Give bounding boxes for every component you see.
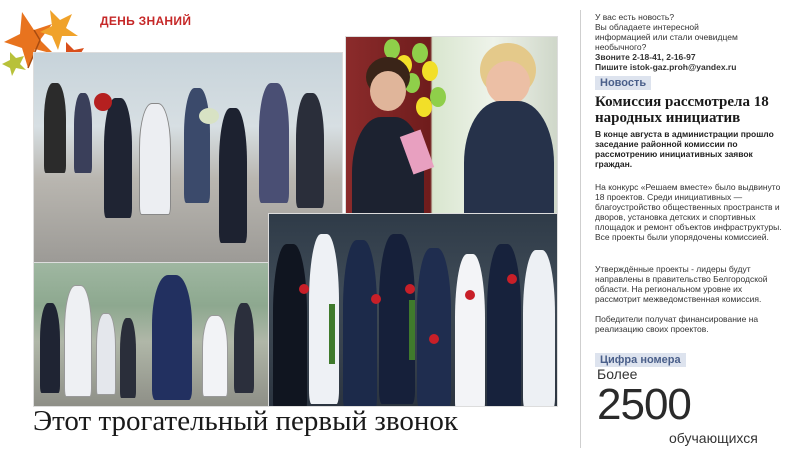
number-prefix: Более — [597, 366, 638, 382]
number-label-text: Цифра номера — [595, 353, 686, 367]
news-tip-box — [595, 12, 795, 72]
news-tip-line: информацией или стали очевидцем — [595, 32, 738, 42]
article-paragraph: На конкурс «Решаем вместе» было выдвинуто 18 проектов. Среди инициативных — благоустройство общественных пространств и дворов, установка детских и спортивных площадок и ремонт объектов инфраструктуры. Все проекты были упорядочены комиссией. — [595, 182, 782, 242]
number-suffix: обучающихся — [669, 430, 758, 446]
news-tip-line: Вы обладаете интересной — [595, 22, 699, 32]
section-tag: ДЕНЬ ЗНАНИЙ — [100, 14, 192, 28]
article-paragraph: Утверждённые проекты - лидеры будут направлены в правительство Белгородской области. На региональном уровне их рассмотрит межведомственная комиссия. — [595, 264, 768, 304]
news-tip-phone: Звоните 2-18-41, 2-16-97 — [595, 52, 696, 62]
column-divider — [580, 10, 581, 448]
main-headline: Этот трогательный первый звонок — [33, 405, 458, 437]
news-label-text: Новость — [595, 76, 651, 90]
news-tip-email: Пишите istok-gaz.proh@yandex.ru — [595, 62, 737, 72]
news-tip-line: У вас есть новость? — [595, 12, 675, 22]
article-paragraph: Победители получат финансирование на реализацию своих проектов. — [595, 314, 759, 334]
article-title: Комиссия рассмотрела 18 народных инициатив — [595, 94, 769, 126]
photo-children-walking — [33, 262, 271, 407]
photo-pupils-with-roses — [268, 213, 558, 407]
news-tip-line: необычного? — [595, 42, 647, 52]
news-label — [595, 73, 651, 91]
number-value: 2500 — [597, 380, 691, 429]
article-lead: В конце августа в администрации прошло заседание районной комиссии по рассмотрению инициативных заявок граждан. — [595, 129, 774, 169]
